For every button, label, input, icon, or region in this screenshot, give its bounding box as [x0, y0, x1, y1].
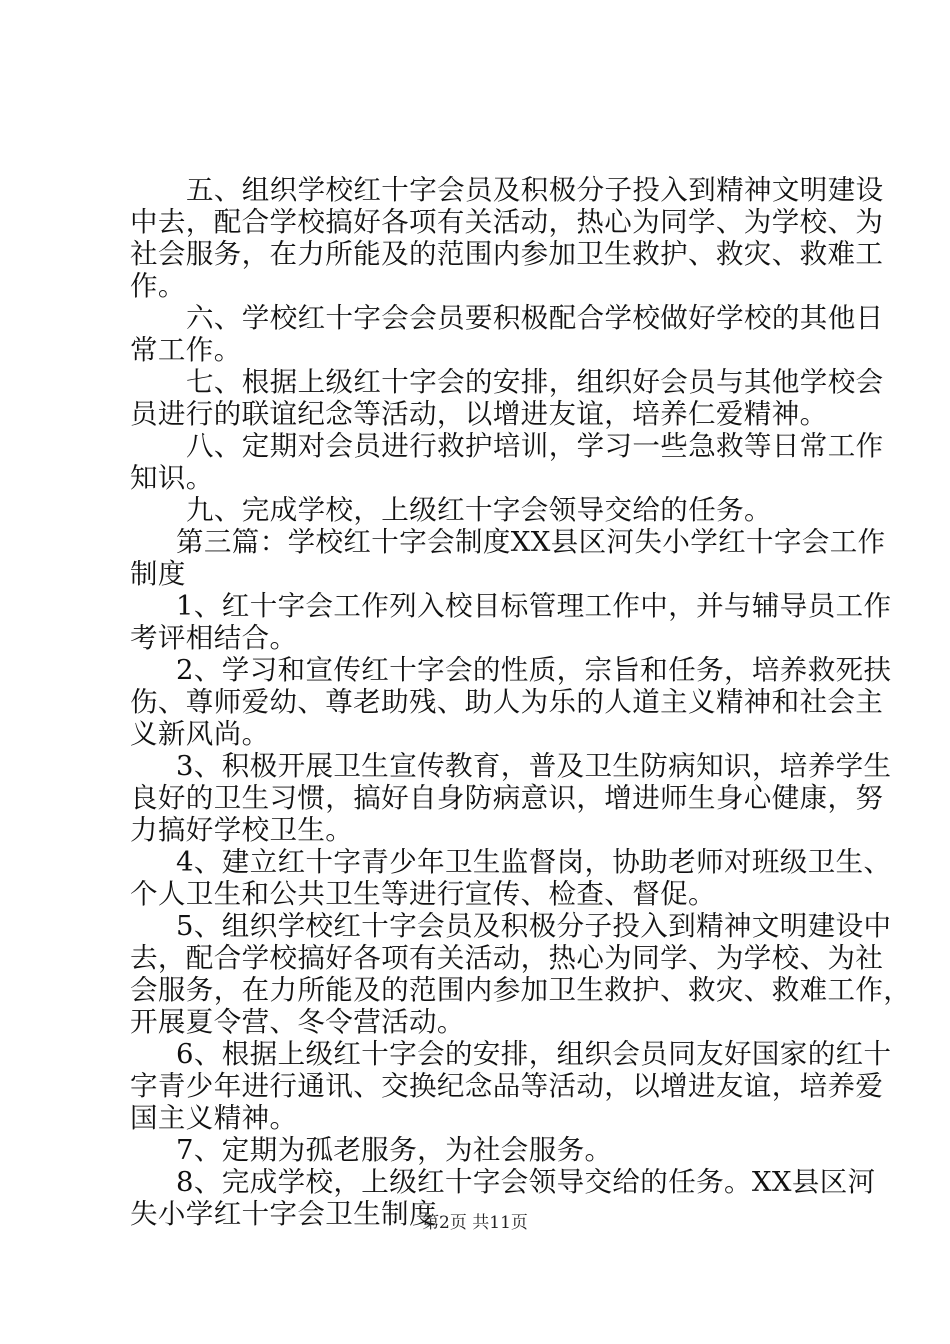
text-line: 字青少年进行通讯、交换纪念品等活动，以增进友谊，培养爱 [130, 1070, 884, 1102]
text-line: 五、组织学校红十字会员及积极分子投入到精神文明建设 [186, 174, 884, 206]
text-line: 考评相结合。 [130, 622, 298, 654]
text-line: 2、学习和宣传红十字会的性质，宗旨和任务，培养救死扶 [176, 654, 892, 686]
text-line: 社会服务，在力所能及的范围内参加卫生救护、救灾、救难工 [130, 238, 884, 270]
text-line: 七、根据上级红十字会的安排，组织好会员与其他学校会 [186, 366, 884, 398]
text-line: 1、红十字会工作列入校目标管理工作中，并与辅导员工作 [176, 590, 892, 622]
text-line: 去，配合学校搞好各项有关活动，热心为同学、为学校、为社 [130, 942, 884, 974]
text-line: 8、完成学校，上级红十字会领导交给的任务。XX县区河 [176, 1166, 876, 1198]
page-number-footer: 第2页 共11页 [422, 1213, 528, 1233]
text-line: 个人卫生和公共卫生等进行宣传、检查、督促。 [130, 878, 716, 910]
text-line: 中去，配合学校搞好各项有关活动，热心为同学、为学校、为 [130, 206, 884, 238]
text-line: 九、完成学校，上级红十字会领导交给的任务。 [186, 494, 772, 526]
text-line: 伤、尊师爱幼、尊老助残、助人为乐的人道主义精神和社会主 [130, 686, 884, 718]
text-line: 开展夏令营、冬令营活动。 [130, 1006, 465, 1038]
text-line: 常工作。 [130, 334, 242, 366]
text-line: 良好的卫生习惯，搞好自身防病意识，增进师生身心健康，努 [130, 782, 884, 814]
text-line: 力搞好学校卫生。 [130, 814, 354, 846]
text-line: 会服务，在力所能及的范围内参加卫生救护、救灾、救难工作， [130, 974, 912, 1006]
text-line: 失小学红十字会卫生制度 [130, 1198, 437, 1230]
section-heading: 第三篇：学校红十字会制度XX县区河失小学红十字会工作 [176, 526, 886, 558]
section-heading: 制度 [130, 558, 186, 590]
text-line: 国主义精神。 [130, 1102, 298, 1134]
text-line: 4、建立红十字青少年卫生监督岗，协助老师对班级卫生、 [176, 846, 892, 878]
text-line: 作。 [130, 270, 186, 302]
text-line: 6、根据上级红十字会的安排，组织会员同友好国家的红十 [176, 1038, 892, 1070]
text-line: 义新风尚。 [130, 718, 270, 750]
text-line: 知识。 [130, 462, 214, 494]
text-line: 3、积极开展卫生宣传教育，普及卫生防病知识，培养学生 [176, 750, 892, 782]
text-line: 7、定期为孤老服务，为社会服务。 [176, 1134, 613, 1166]
text-line: 六、学校红十字会会员要积极配合学校做好学校的其他日 [186, 302, 884, 334]
text-line: 八、定期对会员进行救护培训，学习一些急救等日常工作 [186, 430, 884, 462]
text-line: 5、组织学校红十字会员及积极分子投入到精神文明建设中 [176, 910, 892, 942]
text-line: 员进行的联谊纪念等活动，以增进友谊，培养仁爱精神。 [130, 398, 828, 430]
